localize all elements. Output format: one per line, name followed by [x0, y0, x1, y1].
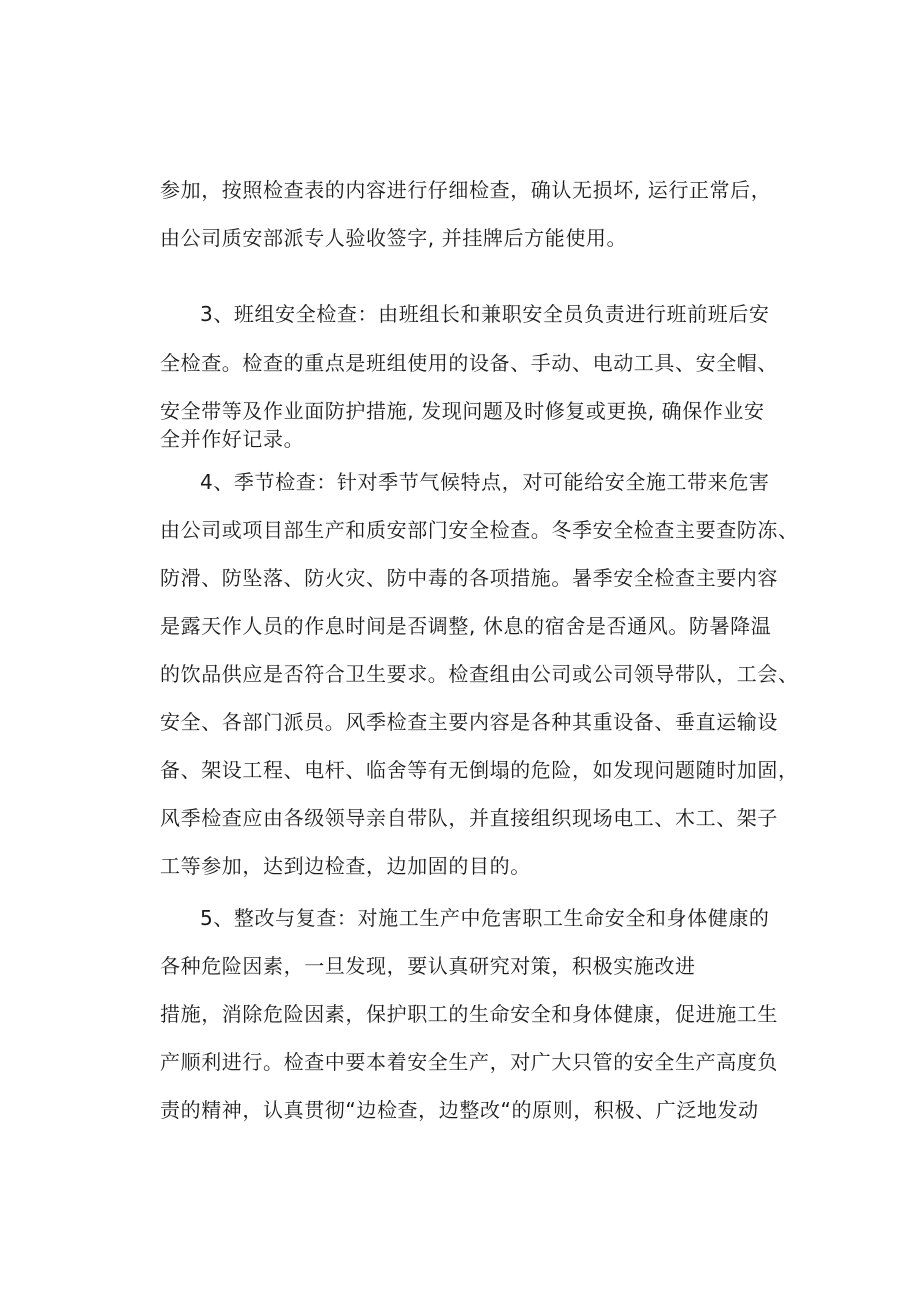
text-line: 全并作好记录。 [160, 427, 305, 451]
text-line: 安全带等及作业面防护措施, 发现问题及时修复或更换, 确保作业安 [160, 399, 765, 423]
text-line: 各种危险因素，一旦发现，要认真研究对策，积极实施改进 [160, 954, 696, 978]
text-line: 责的精神，认真贯彻“边检查，边整改“的原则，积极、广泛地发动 [160, 1098, 759, 1122]
text-line: 风季检查应由各级领导亲自带队，并直接组织现场电工、木工、架子 [160, 806, 778, 830]
text-line: 全检查。检查的重点是班组使用的设备、手动、电动工具、安全帽、 [160, 351, 778, 375]
text-line: 的饮品供应是否符合卫生要求。检查组由公司或公司领导带队，工会、 [160, 662, 799, 686]
text-line: 措施，消除危险因素，保护职工的生命安全和身体健康，促进施工生 [160, 1002, 778, 1026]
text-line: 是露天作人员的作息时间是否调整, 休息的宿舍是否通风。防暑降温 [160, 614, 772, 638]
text-line: 产顺利进行。检查中要本着安全生产，对广大只管的安全生产高度负 [160, 1050, 778, 1074]
paragraph-4-heading-line: 4、季节检查：针对季节气候特点，对可能给安全施工带来危害 [200, 470, 770, 494]
paragraph-3-heading-line: 3、班组安全检查：由班组长和兼职安全员负责进行班前班后安 [200, 302, 770, 326]
text-line: 防滑、防坠落、防火灾、防中毒的各项措施。暑季安全检查主要内容 [160, 566, 778, 590]
text-line: 工等参加，达到边检查，边加固的目的。 [160, 854, 531, 878]
text-line: 安全、各部门派员。风季检查主要内容是各种其重设备、垂直运输设 [160, 710, 778, 734]
text-line: 参加，按照检查表的内容进行仔细检查，确认无损坏, 运行正常后， [160, 178, 772, 202]
text-line: 由公司或项目部生产和质安部门安全检查。冬季安全检查主要查防冻、 [160, 518, 799, 542]
text-line: 备、架设工程、电杆、临舍等有无倒塌的危险，如发现问题随时加固， [160, 758, 799, 782]
text-line: 由公司质安部派专人验收签字, 并挂牌后方能使用。 [160, 226, 628, 250]
paragraph-5-heading-line: 5、整改与复查：对施工生产中危害职工生命安全和身体健康的 [200, 906, 770, 930]
